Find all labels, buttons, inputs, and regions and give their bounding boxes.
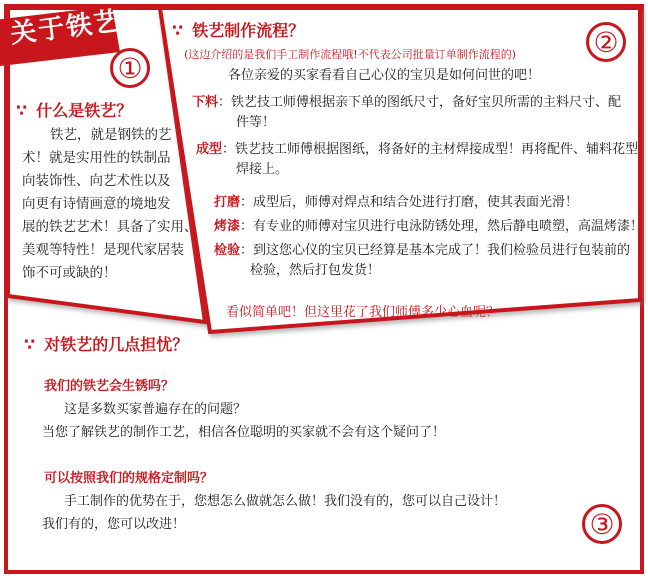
- because-mark-icon: ∵: [16, 101, 28, 120]
- section1-heading-text: 什么是铁艺？: [36, 101, 133, 120]
- section2-intro: 各位亲爱的买家看看自己心仪的宝贝是如何问世的吧！: [228, 68, 541, 83]
- because-mark-icon: ∵: [24, 335, 36, 354]
- step-label: 检验: [214, 243, 241, 258]
- section2-closing: 看似简单吧！但这里花了我们师傅多少心血呢？: [226, 305, 500, 320]
- step-label: 下料: [192, 95, 219, 110]
- step-kaoqi: [214, 217, 643, 237]
- section1-line: 向装饰性、向艺术性以及: [22, 173, 171, 189]
- section2-heading-text: 铁艺制作流程？: [192, 21, 305, 40]
- step-jianyan: [214, 241, 634, 281]
- title-banner-text: 关于铁艺: [8, 6, 124, 50]
- qa-question: 我们的铁艺会生锈吗？: [44, 379, 175, 394]
- step-text: 检验，然后打包发货！: [250, 263, 381, 278]
- step-damo: [214, 193, 578, 213]
- step-xialiao: [192, 93, 632, 133]
- step-text: ：到这您心仪的宝贝已经算是基本完成了！我们检验员进行包装前的: [240, 243, 631, 258]
- qa-answer: 当您了解铁艺的制作工艺，相信各位聪明的买家就不会有这个疑问了！: [42, 425, 446, 440]
- section2-note: (这边介绍的是我们手工制作流程哦!不代表公司批量订单制作流程的): [184, 48, 516, 61]
- section1-number-badge: ①: [110, 48, 150, 88]
- section2-heading: [172, 18, 304, 41]
- qa-answer: 手工制作的优势在于，您想怎么做就怎么做！我们没有的，您可以自己设计！: [64, 494, 507, 509]
- because-mark-icon: ∵: [172, 21, 184, 40]
- step-text: 焊接上。: [236, 162, 289, 177]
- section3-heading-text: 对铁艺的几点担忧？: [44, 335, 189, 354]
- step-label: 打磨: [214, 195, 241, 210]
- step-text: 件等！: [236, 115, 276, 130]
- step-text: ：铁艺技工师傅根据亲下单的图纸尺寸，备好宝贝所需的主料尺寸、配: [218, 95, 622, 110]
- step-chengxing: [196, 140, 639, 180]
- qa-item: [44, 375, 445, 444]
- section1-line: 向更有诗情画意的境地发: [22, 196, 171, 212]
- section1-line: 铁艺，就是钢铁的艺: [50, 127, 172, 143]
- section2-number-badge: ②: [586, 22, 626, 62]
- section1-line: 展的铁艺艺术！具备了实用、: [22, 219, 198, 235]
- section3-heading: [24, 332, 188, 355]
- step-label: 成型: [196, 142, 223, 157]
- section1-heading: [16, 98, 132, 121]
- qa-answer: 这是多数买家普遍存在的问题？: [64, 402, 247, 417]
- qa-answer: 我们有的，您可以改进！: [42, 517, 186, 532]
- section1-body: [22, 124, 198, 285]
- section1-line: 美观等特性！是现代家居装: [22, 242, 184, 258]
- section1-line: 术！就是实用性的铁制品: [22, 150, 171, 166]
- step-text: ：有专业的师傅对宝贝进行电泳防锈处理，然后静电喷塑，高温烤漆！: [240, 219, 644, 234]
- qa-question: 可以按照我们的规格定制吗？: [44, 471, 214, 486]
- step-text: ：成型后，师傅对焊点和结合处进行打磨，使其表面光滑！: [240, 195, 579, 210]
- step-text: ：铁艺技工师傅根据图纸，将备好的主材焊接成型！再将配件、辅料花型: [222, 142, 639, 157]
- section1-line: 饰不可或缺的！: [22, 265, 117, 281]
- section3-number-badge: ③: [582, 504, 622, 544]
- qa-item: [44, 467, 506, 536]
- step-label: 烤漆: [214, 219, 241, 234]
